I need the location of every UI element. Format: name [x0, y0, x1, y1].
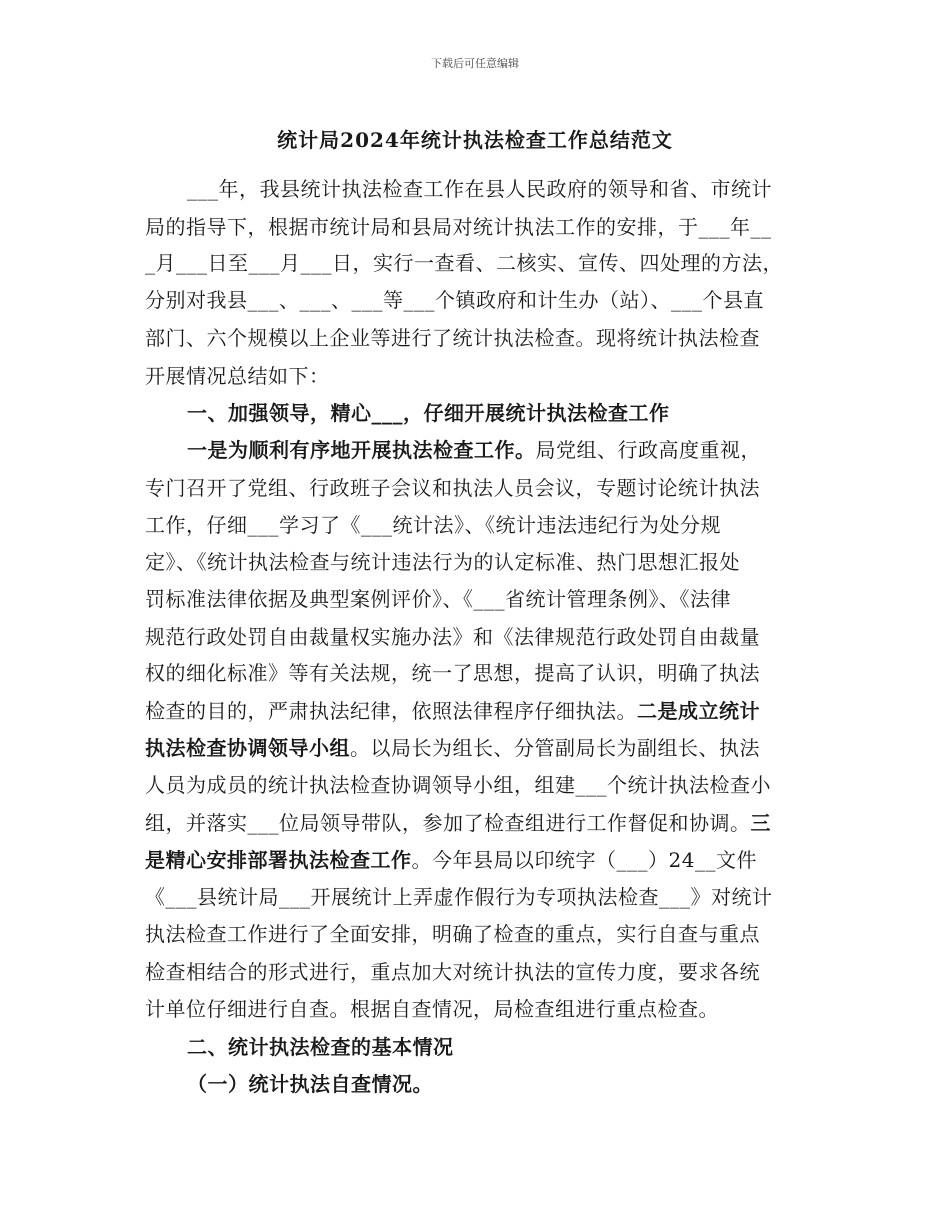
text-run: 。今年县局以印统字（___）24__文件 [411, 848, 757, 872]
body-line [145, 621, 815, 650]
body-line [145, 844, 815, 873]
text-run: 定》、《统计执法检查与统计违法行为的认定标准、热门思想汇报处 [145, 550, 740, 574]
text-run: 检查的目的，严肃执法纪律，依照法律程序仔细执法。 [145, 699, 637, 723]
body-line [145, 881, 815, 910]
body-line [145, 247, 815, 276]
text-run: 权的细化标准》等有关法规，统一了思想，提高了认识，明确了执法 [145, 661, 760, 685]
bold-text-run: （一）统计执法自查情况。 [187, 1072, 433, 1096]
body-line [145, 918, 815, 947]
body-line [145, 956, 815, 985]
body-line [145, 732, 815, 761]
bold-text-run: 是精心安排部署执法检查工作 [145, 848, 412, 872]
body-line [145, 769, 815, 798]
body-line [145, 695, 815, 724]
text-run: 开展情况总结如下： [145, 364, 330, 388]
body-line [145, 360, 815, 389]
text-run: 专门召开了党组、行政班子会议和执法人员会议，专题讨论统计执法 [145, 476, 760, 500]
body-line [145, 509, 815, 538]
text-run: 分别对我县___、___、___等___个镇政府和计生办（站）、___个县直 [145, 288, 764, 312]
bold-text-run: 执法检查协调领导小组 [145, 736, 350, 760]
body-line [187, 1031, 815, 1060]
text-run: 执法检查工作进行了全面安排，明确了检查的重点，实行自查与重点 [145, 922, 760, 946]
body-line [187, 397, 815, 426]
page-header-note: 下载后可任意编辑 [431, 57, 519, 70]
body-line [187, 173, 815, 202]
text-run: 规范行政处罚自由裁量权实施办法》和《法律规范行政处罚自由裁量 [145, 625, 760, 649]
text-run: 。以局长为组长、分管副局长为副组长、执法 [350, 736, 760, 760]
document-title: 统计局2024年统计执法检查工作总结范文 [277, 128, 673, 152]
text-run: 罚标准法律依据及典型案例评价》、《___省统计管理条例》、《法律 [145, 587, 731, 611]
text-run: 《___县统计局___开展统计上弄虚作假行为专项执法检查___》对统计 [145, 885, 773, 909]
text-run: 部门、六个规模以上企业等进行了统计执法检查。现将统计执法检查 [145, 326, 760, 350]
text-run: 检查相结合的形式进行，重点加大对统计执法的宣传力度，要求各统 [145, 960, 760, 984]
text-run: _月___日至___月___日，实行一查看、二核实、宣传、四处理的方法， [145, 251, 783, 275]
body-line [145, 546, 815, 575]
body-line [187, 1068, 815, 1097]
body-line [145, 284, 815, 313]
text-run: 局党组、行政高度重视， [535, 438, 761, 462]
text-run: 组，并落实___位局领导带队，参加了检查组进行工作督促和协调。 [145, 811, 751, 835]
text-run: 人员为成员的统计执法检查协调领导小组，组建___个统计执法检查小 [145, 773, 771, 797]
body-line [145, 583, 815, 612]
text-run: 计单位仔细进行自查。根据自查情况，局检查组进行重点检查。 [145, 997, 719, 1021]
text-run: 局的指导下，根据市统计局和县局对统计执法工作的安排，于___年__ [145, 215, 772, 239]
body-line [145, 993, 815, 1022]
bold-text-run: 二、统计执法检查的基本情况 [187, 1035, 454, 1059]
body-line [187, 434, 815, 463]
text-run: ___年，我县统计执法检查工作在县人民政府的领导和省、市统计 [187, 177, 772, 201]
text-run: 工作，仔细___学习了《___统计法》、《统计违法违纪行为处分规 [145, 513, 721, 537]
body-line [145, 657, 815, 686]
body-line [145, 472, 815, 501]
bold-text-run: 二是成立统计 [637, 699, 760, 723]
bold-text-run: 一是为顺利有序地开展执法检查工作。 [187, 438, 536, 462]
body-line [145, 211, 815, 240]
body-line [145, 322, 815, 351]
bold-text-run: 三 [750, 811, 771, 835]
bold-text-run: 一、加强领导，精心___，仔细开展统计执法检查工作 [187, 401, 670, 425]
body-line [145, 807, 815, 836]
